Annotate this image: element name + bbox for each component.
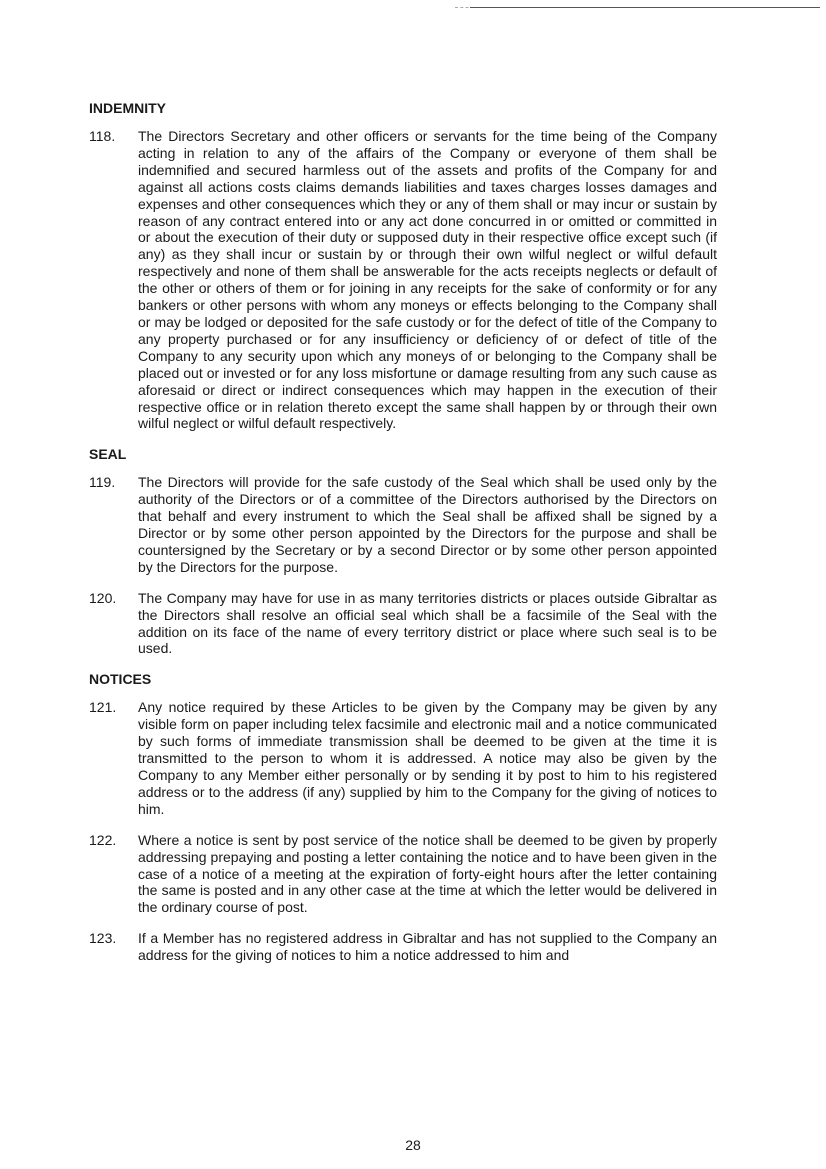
section-heading-seal: SEAL [89, 446, 127, 463]
section-heading-indemnity: INDEMNITY [89, 100, 166, 116]
clause-122 [89, 832, 717, 917]
clause-number: 120. [89, 589, 117, 606]
clause-text: If a Member has no registered address in Gibraltar and has not supplied to the Company an address for the giving of notices to him a notice addressed to him and [138, 930, 717, 964]
clause-123 [89, 930, 717, 964]
clause-120 [89, 590, 717, 658]
section-heading-notices: NOTICES [89, 671, 152, 688]
page-number: 28 [405, 1137, 421, 1153]
clause-number: 121. [89, 699, 117, 716]
clause-text: The Directors will provide for the safe custody of the Seal which shall be used only by the authority of the Directors or of a committee of the Directors authorised by the Directors on that behalf and every instrument to which the Seal shall be affixed shall be signed by a Director or by some other person appointed by the Directors for the purpose and shall be countersigned by the Secretary or by a second Director or by some other person appointed by the Directors for the purpose. [138, 474, 717, 575]
clause-number: 119. [89, 474, 116, 491]
scan-artifact-line [470, 7, 820, 8]
clause-number: 123. [89, 930, 117, 947]
clause-118 [89, 128, 717, 432]
clause-number: 118. [89, 128, 116, 144]
clause-text: The Company may have for use in as many territories districts or places outside Gibraltar as the Directors shall resolve an official seal which shall be a facsimile of the Seal with the addition on its face of the name of every territory district or place where such seal is to be used. [138, 589, 717, 657]
clause-121 [89, 699, 717, 817]
clause-119 [89, 474, 717, 575]
clause-text: Where a notice is sent by post service of the notice shall be deemed to be given by properly addressing prepaying and posting a letter containing the notice and to have been given in the case of a notice of a meeting at the expiration of forty-eight hours after the letter containing the same is posted and in any other case at the time at which the letter would be delivered in the ordinary course of post. [138, 831, 717, 916]
clause-text: The Directors Secretary and other officers or servants for the time being of the Company acting in relation to any of the affairs of the Company or everyone of them shall be indemnified and secured harmless out of the assets and profits of the Company for and against all actions costs claims demands liabilities and taxes charges losses damages and expenses and other consequences which they or any of them shall or may incur or sustain by reason of any contract entered into or any act done concurred in or omitted or committed in or about the execution of their duty or supposed duty in their respective office except such (if any) as they shall incur or sustain by or through their own wilful neglect or wilful default respectively and none of them shall be answerable for the acts receipts neglects or default of the other or others of them or for joining in any receipts for the sake of conformity or for any bankers or other persons with whom any moneys or effects belonging to the Company shall or may be lodged or deposited for the safe custody or for the defect of title of the Company to any property purchased or for any insufficiency or deficiency of or defect of title of the Company to any security upon which any moneys of or belonging to the Company shall be placed out or invested or for any loss misfortune or damage resulting from any such cause as aforesaid or direct or indirect consequences which may happen in the execution of their respective office or in relation thereto except the same shall happen by or through their own wilful neglect or wilful default respectively. [138, 128, 717, 432]
document-page [89, 100, 717, 978]
clause-number: 122. [89, 831, 117, 848]
clause-text: Any notice required by these Articles to be given by the Company may be given by any visible form on paper including telex facsimile and electronic mail and a notice communicated by such forms of immediate transmission shall be deemed to be given at the time it is transmitted to the person to whom it is addressed. A notice may also be given by the Company to any Member either personally or by sending it by post to him to his registered address or to the address (if any) supplied by him to the Company for the giving of notices to him. [138, 699, 717, 817]
